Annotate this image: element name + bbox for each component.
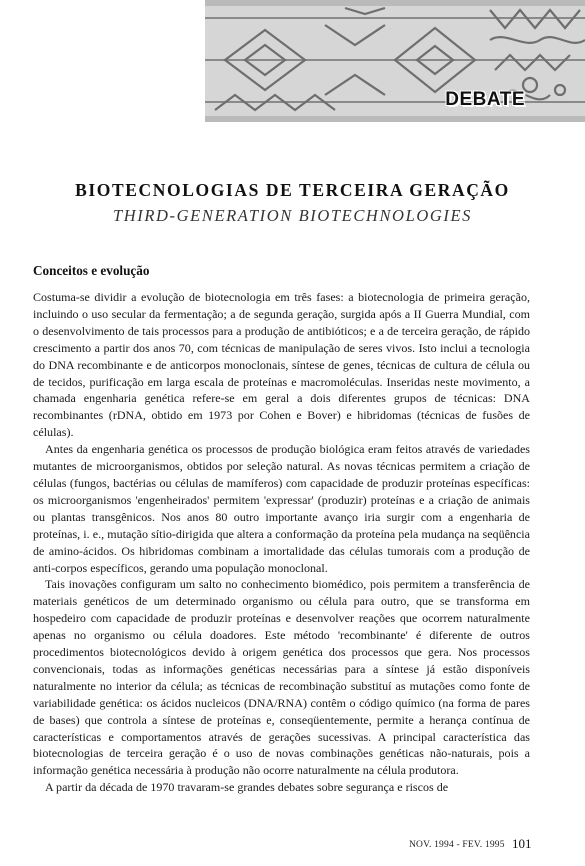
debate-label: DEBATE: [445, 89, 525, 110]
paragraph: Tais inovações configuram um salto no conhecimento biomédico, pois permitem a transferência de materiais genéticos de um determinado organismo ou célula para outro, que se transforma em hospedeiro com capacidade de produzir proteínas e desenvolver reações que ocorrem naturalmente apenas no organismo ou célula doadores. Este método 'recombinante' é diferente de outros procedimentos biotecnológicos devido à origem genética dos processos que gera. Nos processos convencionais, todas as informações genéticas necessárias para a síntese já estão disponíveis naturalmente no interior da célula; as técnicas de recombinação substituí as mutações como fonte de variabilidade genética: os ácidos nucleicos (DNA/RNA) contêm o código químico (na forma de pares de bases) que controla a síntese de proteínas e, conseqüentemente, permite a herança contínua de características e comportamentos através de gerações sucessivas. A principal característica das biotecnologias de terceira geração é o uso de novas combinações genéticas não-naturais, pois a informação genética necessária à produção não ocorre naturalmente na célula produtora.: [33, 577, 530, 778]
paragraph: Costuma-se dividir a evolução de biotecnologia em três fases: a biotecnologia de primeira geração, incluindo o uso secular da fermentação; a de segunda geração, surgida após a II Guerra Mundial, com o desenvolvimento de tais processos para a produção de antibióticos; e a de terceira geração, de rápido crescimento a partir dos anos 70, com técnicas de manipulação de seres vivos. Isto inclui a tecnologia do DNA recombinante e de anticorpos monoclonais, síntese de genes, técnicas de cultura de célula ou de tecidos, purificação em larga escala de proteínas e macromoléculas. Inseridas neste movimento, a chamada engenharia genética refere-se em geral a dois diferentes grupos de técnicas: DNA recombinantes (rDNA, obtido em 1973 por Cohen e Bover) e hibridomas (técnicas de fusões de células).: [33, 290, 530, 440]
article-body: [33, 289, 530, 796]
paragraph: Antes da engenharia genética os processos de produção biológica eram feitos através de variedades mutantes de microorganismos, obtidos por seleção natural. As novas técnicas permitem a criação de células (fungos, bactérias ou células de mamíferos) com capacidade de produzir proteínas específicas: os microorganismos 'engenheirados' permitem 'expressar' (produzir) proteínas e a criação de animais ou plantas transgênicos. Nos anos 80 outro importante avanço iria surgir com a engenharia de proteínas, i. e., mutação sítio-dirigida que altera a conformação da proteína pela mudança na seqüência de amino-ácidos. Os hibridomas combinam a imortalidade das células tumorais com a produção de anti-corpos específicos, gerando uma população monoclonal.: [33, 442, 530, 575]
page-number: 101: [512, 836, 532, 851]
article-title-english: THIRD-GENERATION BIOTECHNOLOGIES: [112, 206, 473, 225]
ornamental-pattern-icon: [205, 0, 585, 122]
section-heading: Conceitos e evolução: [33, 263, 150, 278]
debate-banner: [205, 0, 585, 122]
issue-date: NOV. 1994 - FEV. 1995: [409, 840, 505, 850]
paragraph: A partir da década de 1970 travaram-se grandes debates sobre segurança e riscos de: [45, 780, 449, 795]
article-title: BIOTECNOLOGIAS DE TERCEIRA GERAÇÃO: [75, 180, 510, 200]
